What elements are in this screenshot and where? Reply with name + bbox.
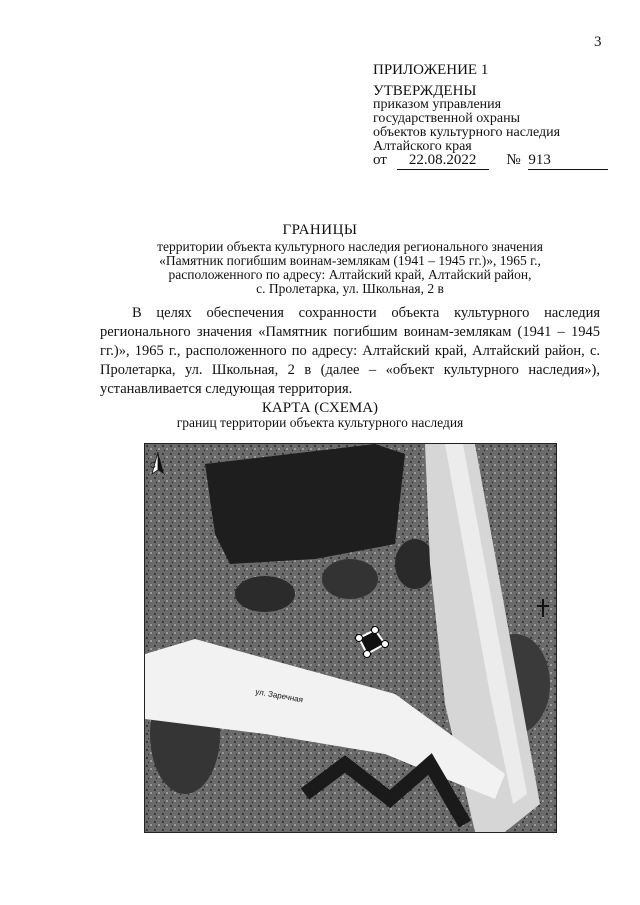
approval-line: объектов культурного наследия [373,125,561,140]
subtitle-line: расположенного по адресу: Алтайский край, Алтайский район, [168,267,532,282]
document-subtitle [100,240,600,296]
building-shadow [205,444,405,564]
order-date: 22.08.2022 [397,152,489,170]
page-number: 3 [594,34,602,50]
map-subtitle: границ территории объекта культурного наследия [176,415,464,430]
north-label: С [150,461,156,470]
approval-block [373,84,560,154]
approval-line: государственной охраны [373,111,521,126]
tree-patch [322,559,378,599]
tree-patch [395,539,435,589]
subtitle-line: «Памятник погибшим воинам-землякам (1941 – 1945 гг.)», 1965 г., [159,253,541,268]
subtitle-line: территории объекта культурного наследия регионального значения [157,239,543,254]
approved-title: УТВЕРЖДЕНЫ [373,83,477,99]
street-label: ул. Заречная [254,687,304,705]
map-image [145,444,556,832]
appendix-label: ПРИЛОЖЕНИЕ 1 [373,62,489,78]
map-title: КАРТА (СХЕМА) [261,400,379,416]
approval-line: Алтайского края [373,139,472,154]
body-paragraph: В целях обеспечения сохранности объекта культурного наследия регионального значения «Памятник погибшим воинам-землякам (1941 – 1945 гг.)», 1965 г., расположенного по адресу: Алтайский край, Алтайский район, с. Пролетарка, ул. Школьная, 2 в (далее – «объект культурного наследия»), устанавливается следующая территория. [100,305,600,397]
number-prefix: № [506,152,521,168]
tree-patch [235,576,295,612]
document-title: ГРАНИЦЫ [282,222,358,238]
order-date-line [373,152,608,170]
approval-line: приказом управления [373,97,502,112]
satellite-map [144,443,557,833]
order-number: 913 [528,152,608,170]
subtitle-line: с. Пролетарка, ул. Школьная, 2 в [256,281,444,296]
date-prefix: от [373,152,387,168]
